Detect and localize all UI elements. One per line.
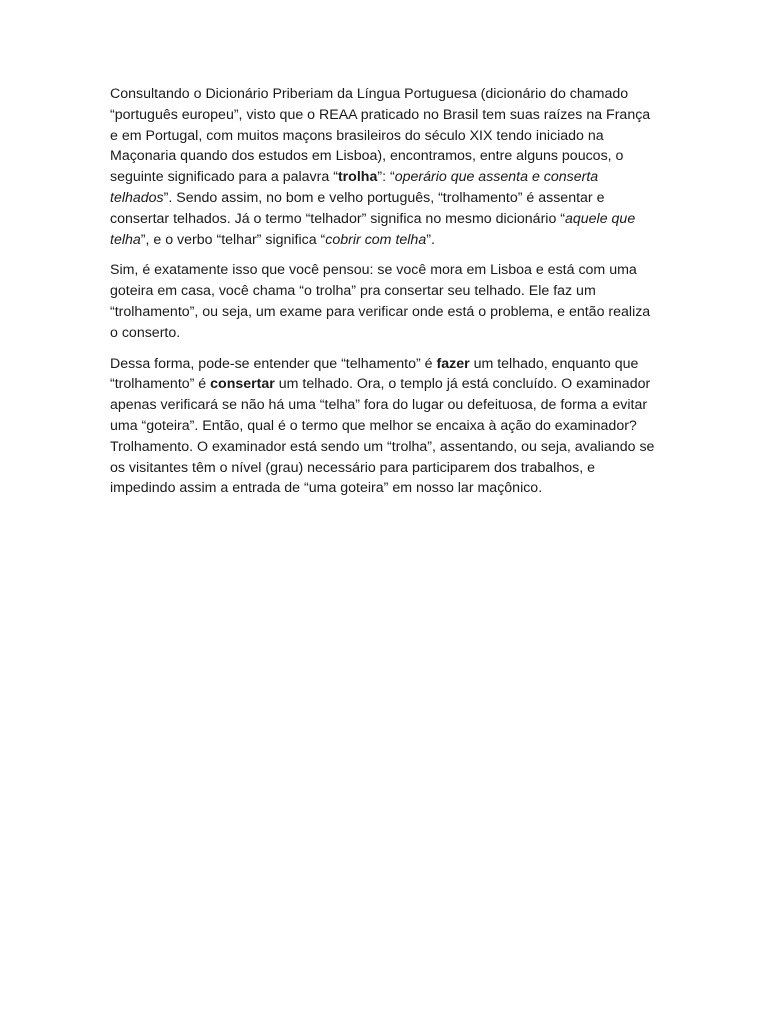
paragraph-3-bold-fazer: fazer: [436, 355, 470, 372]
document-body: [110, 84, 662, 509]
paragraph-1-text-3: ”. Sendo assim, no bom e velho português, “trolhamento” é assentar e consertar telhados. Já o termo “telhador” significa no mesmo dicionário “: [110, 189, 605, 227]
paragraph-1-italic-definition: operário que assenta e conserta telhados: [110, 169, 599, 206]
paragraph-1-italic-telhar: cobrir com telha: [325, 231, 427, 248]
paragraph-1-text-2: ”: “: [377, 169, 395, 186]
paragraph-1-text-5: ”.: [426, 231, 435, 248]
paragraph-1-bold-trolha: trolha: [337, 169, 378, 186]
paragraph-3-text-2: um telhado, enquanto que “trolhamento” é: [110, 355, 639, 393]
paragraph-1-text-4: ”, e o verbo “telhar” significa “: [140, 231, 326, 248]
paragraph-2: Sim, é exatamente isso que você pensou: se você mora em Lisboa e está com uma goteira em casa, você chama “o trolha” pra consertar seu telhado. Ele faz um “trolhamento”, ou seja, um exame para verificar onde está o problema, e então realiza o conserto.: [110, 262, 651, 341]
paragraph-1: [110, 84, 662, 250]
paragraph-3: [110, 354, 662, 500]
paragraph-3-bold-consertar: consertar: [210, 376, 275, 393]
paragraph-1-text-1: Consultando o Dicionário Priberiam da Língua Portuguesa (dicionário do chamado “português europeu”, visto que o REAA praticado no Brasil tem suas raízes na França e em Portugal, com muitos maçons brasileiros do século XIX tendo iniciado na Maçonaria quando dos estudos em Lisboa), encontramos, entre alguns poucos, o seguinte significado para a palavra “: [110, 86, 651, 186]
paragraph-3-text-1: Dessa forma, pode-se entender que “telhamento” é: [110, 355, 437, 372]
paragraph-3-text-3: um telhado. Ora, o templo já está concluído. O examinador apenas verificará se não há uma “telha” fora do lugar ou defeituosa, de forma a evitar uma “goteira”. Então, qual é o termo que melhor se encaixa à ação do examinador? Trolhamento. O examinador está sendo um “trolha”, assentando, ou seja, avaliando se os visitantes têm o nível (grau) necessário para participarem dos trabalhos, e impedindo assim a entrada de “uma goteira” em nosso lar maçônico.: [110, 376, 655, 497]
paragraph-1-italic-telhador: aquele que telha: [110, 210, 636, 248]
